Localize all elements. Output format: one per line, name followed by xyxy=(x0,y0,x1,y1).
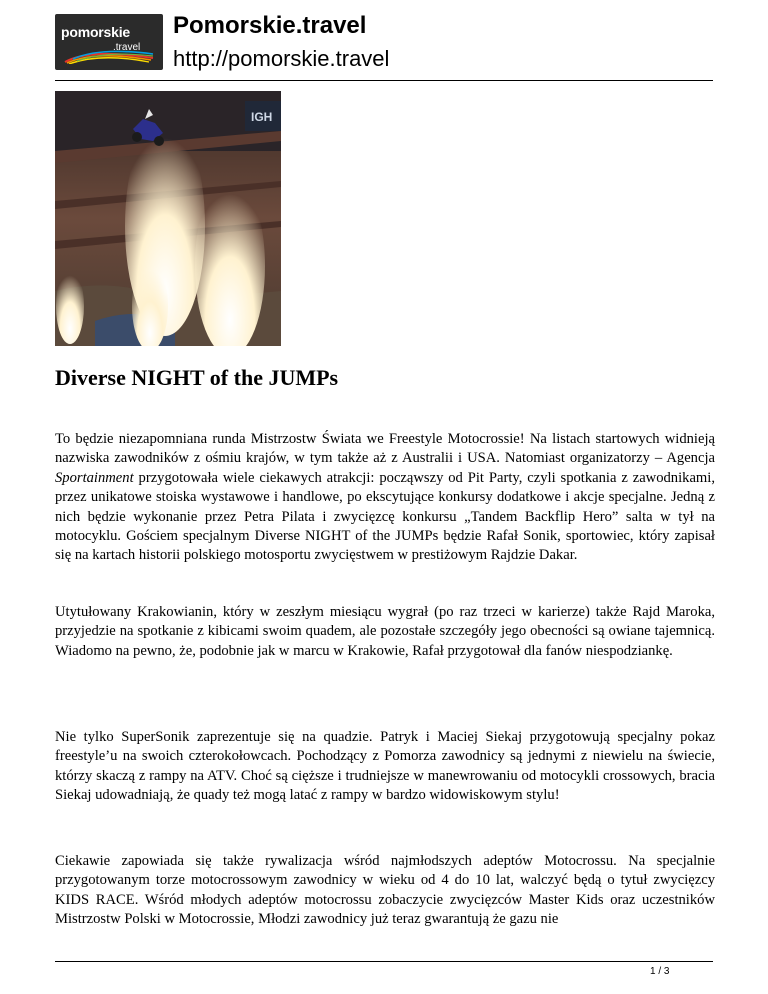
paragraph-text: przygotowała wiele ciekawych atrakcji: począwszy od Pit Party, czyli spotkania z zawodnikami, przez unikatowe stoiska wystawowe i handlowe, po ekscytujące konkursy dodatkowe i akcje specjalne. Jedną z nich będzie wykonanie przez Petra Pilata i zwycięzcę konkursu „Tandem Backflip Hero” salta w tył na motocyklu. Gościem specjalnym Diverse NIGHT of the JUMPs będzie Rafał Sonik, sportowiec, który zapisał się na kartach historii polskiego motosportu zwycięstwem w prestiżowym Rajdzie Dakar. xyxy=(55,469,715,564)
article-paragraph: Utytułowany Krakowianin, który w zeszłym miesiącu wygrał (po raz trzeci w karierze) także Rajd Maroka, przyjedzie na spotkanie z kibicami swoim quadem, ale pozostałe szczegóły jego obecności są owiane tajemnicą. Wiadomo na pewno, że, podobnie jak w marcu w Krakowie, Rafał przygotował dla fanów niespodziankę. xyxy=(55,604,715,659)
article-paragraph: Nie tylko SuperSonik zaprezentuje się na quadzie. Patryk i Maciej Siekaj przygotowują specjalny pokaz freestyle’u na swoich czterokołowcach. Pochodzący z Pomorza zawodnicy są jednymi z niewielu na świecie, którzy skaczą z rampy na ATV. Choć są cięższe i trudniejsze w manewrowaniu od motocykli crossowych, bracia Siekaj udowadniają, że quady też mogą latać z rampy w bardzo widowiskowym stylu! xyxy=(55,729,715,804)
agency-name: Sportainment xyxy=(55,469,134,486)
svg-text:IGH: IGH xyxy=(251,110,273,124)
page-header xyxy=(55,14,713,80)
logo-swirl-icon xyxy=(63,50,155,64)
logo-subword: .travel xyxy=(113,42,141,53)
site-name: Pomorskie.travel xyxy=(173,12,367,39)
page-number: 1 / 3 xyxy=(650,966,670,977)
article-photo xyxy=(55,91,281,346)
header-divider xyxy=(55,80,713,81)
site-logo[interactable] xyxy=(55,14,163,70)
article-paragraph xyxy=(55,430,715,566)
article-paragraph: Ciekawie zapowiada się także rywalizacja wśród najmłodszych adeptów Motocrossu. Na specjalnie przygotowanym torze motocrossowym zawodnicy w wieku od 4 do 10 lat, walczyć będą o tytuł zwycięzcy KIDS RACE. Wśród młodych adeptów motocrossu zobaczycie zwycięzców Master Kids oraz uczestników Mistrzostw Polski w Motocrossie, Młodzi zawodnicy już teraz gwarantują że gazu nie xyxy=(55,853,715,928)
article-title: Diverse NIGHT of the JUMPs xyxy=(55,365,339,390)
footer-divider xyxy=(55,961,713,962)
site-url-link[interactable]: http://pomorskie.travel xyxy=(173,46,390,71)
paragraph-text: To będzie niezapomniana runda Mistrzostw Świata we Freestyle Motocrossie! Na listach startowych widnieją nazwiska zawodników z ośmiu krajów, w tym także aż z Australii i USA. Natomiast organizatorzy – Agencja xyxy=(55,431,715,467)
logo-wordmark: pomorskie xyxy=(61,24,130,40)
